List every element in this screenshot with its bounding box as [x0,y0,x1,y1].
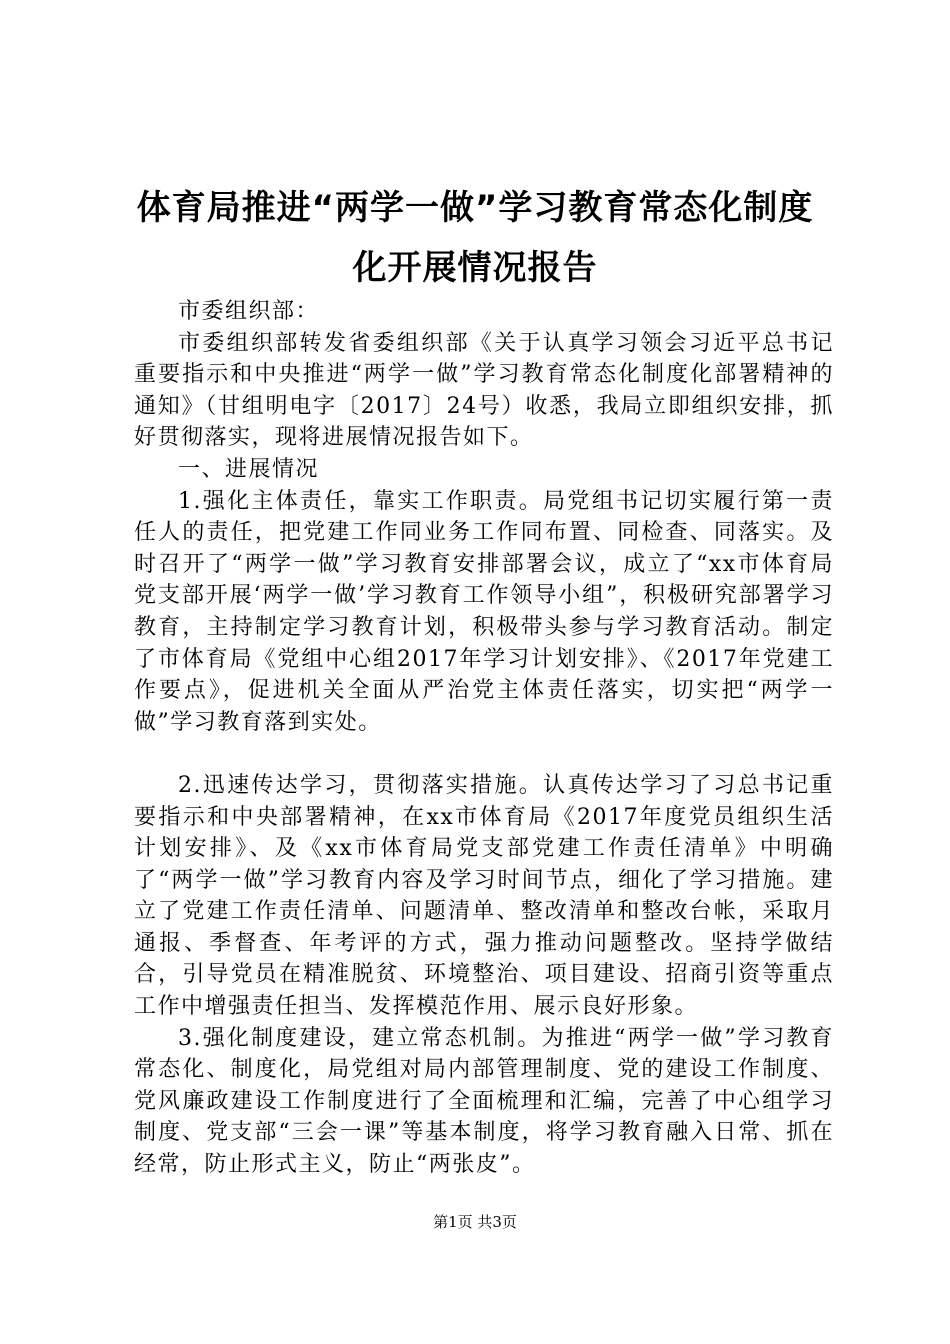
intro-paragraph: 市委组织部转发省委组织部《关于认真学习领会习近平总书记重要指示和中央推进“两学一做”学习教育常态化制度化部署精神的通知》（甘组明电字〔2017〕24号）收悉，我局立即组织安排，抓好贯彻落实，现将进展情况报告如下。 [134,330,834,451]
document-body [134,296,834,1181]
paragraph-3: 3.强化制度建设，建立常态机制。为推进“两学一做”学习教育常态化、制度化，局党组对局内部管理制度、党的建设工作制度、党风廉政建设工作制度进行了全面梳理和汇编，完善了中心组学习制度、党支部“三会一课”等基本制度，将学习教育融入日常、抓在经常，防止形式主义，防止“两张皮”。 [134,1025,834,1178]
section-heading: 一、进展情况 [178,456,320,482]
document-title-line-1: 体育局推进“两学一做”学习教育常态化制度 [136,188,814,228]
salutation: 市委组织部： [178,299,320,324]
paragraph-1: 1.强化主体责任，靠实工作职责。局党组书记切实履行第一责任人的责任，把党建工作同业务工作同布置、同检查、同落实。及时召开了“两学一做”学习教育安排部署会议，成立了“xx市体育局党支部开展‘两学一做’学习教育工作领导小组”，积极研究部署学习教育，主持制定学习教育计划，积极带头参与学习教育活动。制定了市体育局《党组中心组2017年学习计划安排》、《2017年党建工作要点》，促进机关全面从严治党主体责任落实，切实把“两学一做”学习教育落到实处。 [134,488,834,735]
page-footer: 第1页 共3页 [433,1213,517,1231]
paragraph-2: 2.迅速传达学习，贯彻落实措施。认真传达学习了习总书记重要指示和中央部署精神，在xx市体育局《2017年度党员组织生活计划安排》、及《xx市体育局党支部党建工作责任清单》中明确了“两学一做”学习教育内容及学习时间节点，细化了学习措施。建立了党建工作责任清单、问题清单、整改清单和整改台帐，采取月通报、季督查、年考评的方式，强力推动问题整改。坚持学做结合，引导党员在精准脱贫、环境整治、项目建设、招商引资等重点工作中增强责任担当、发挥模范作用、展示良好形象。 [134,772,834,1020]
document-title-line-2: 化开展情况报告 [352,248,598,288]
